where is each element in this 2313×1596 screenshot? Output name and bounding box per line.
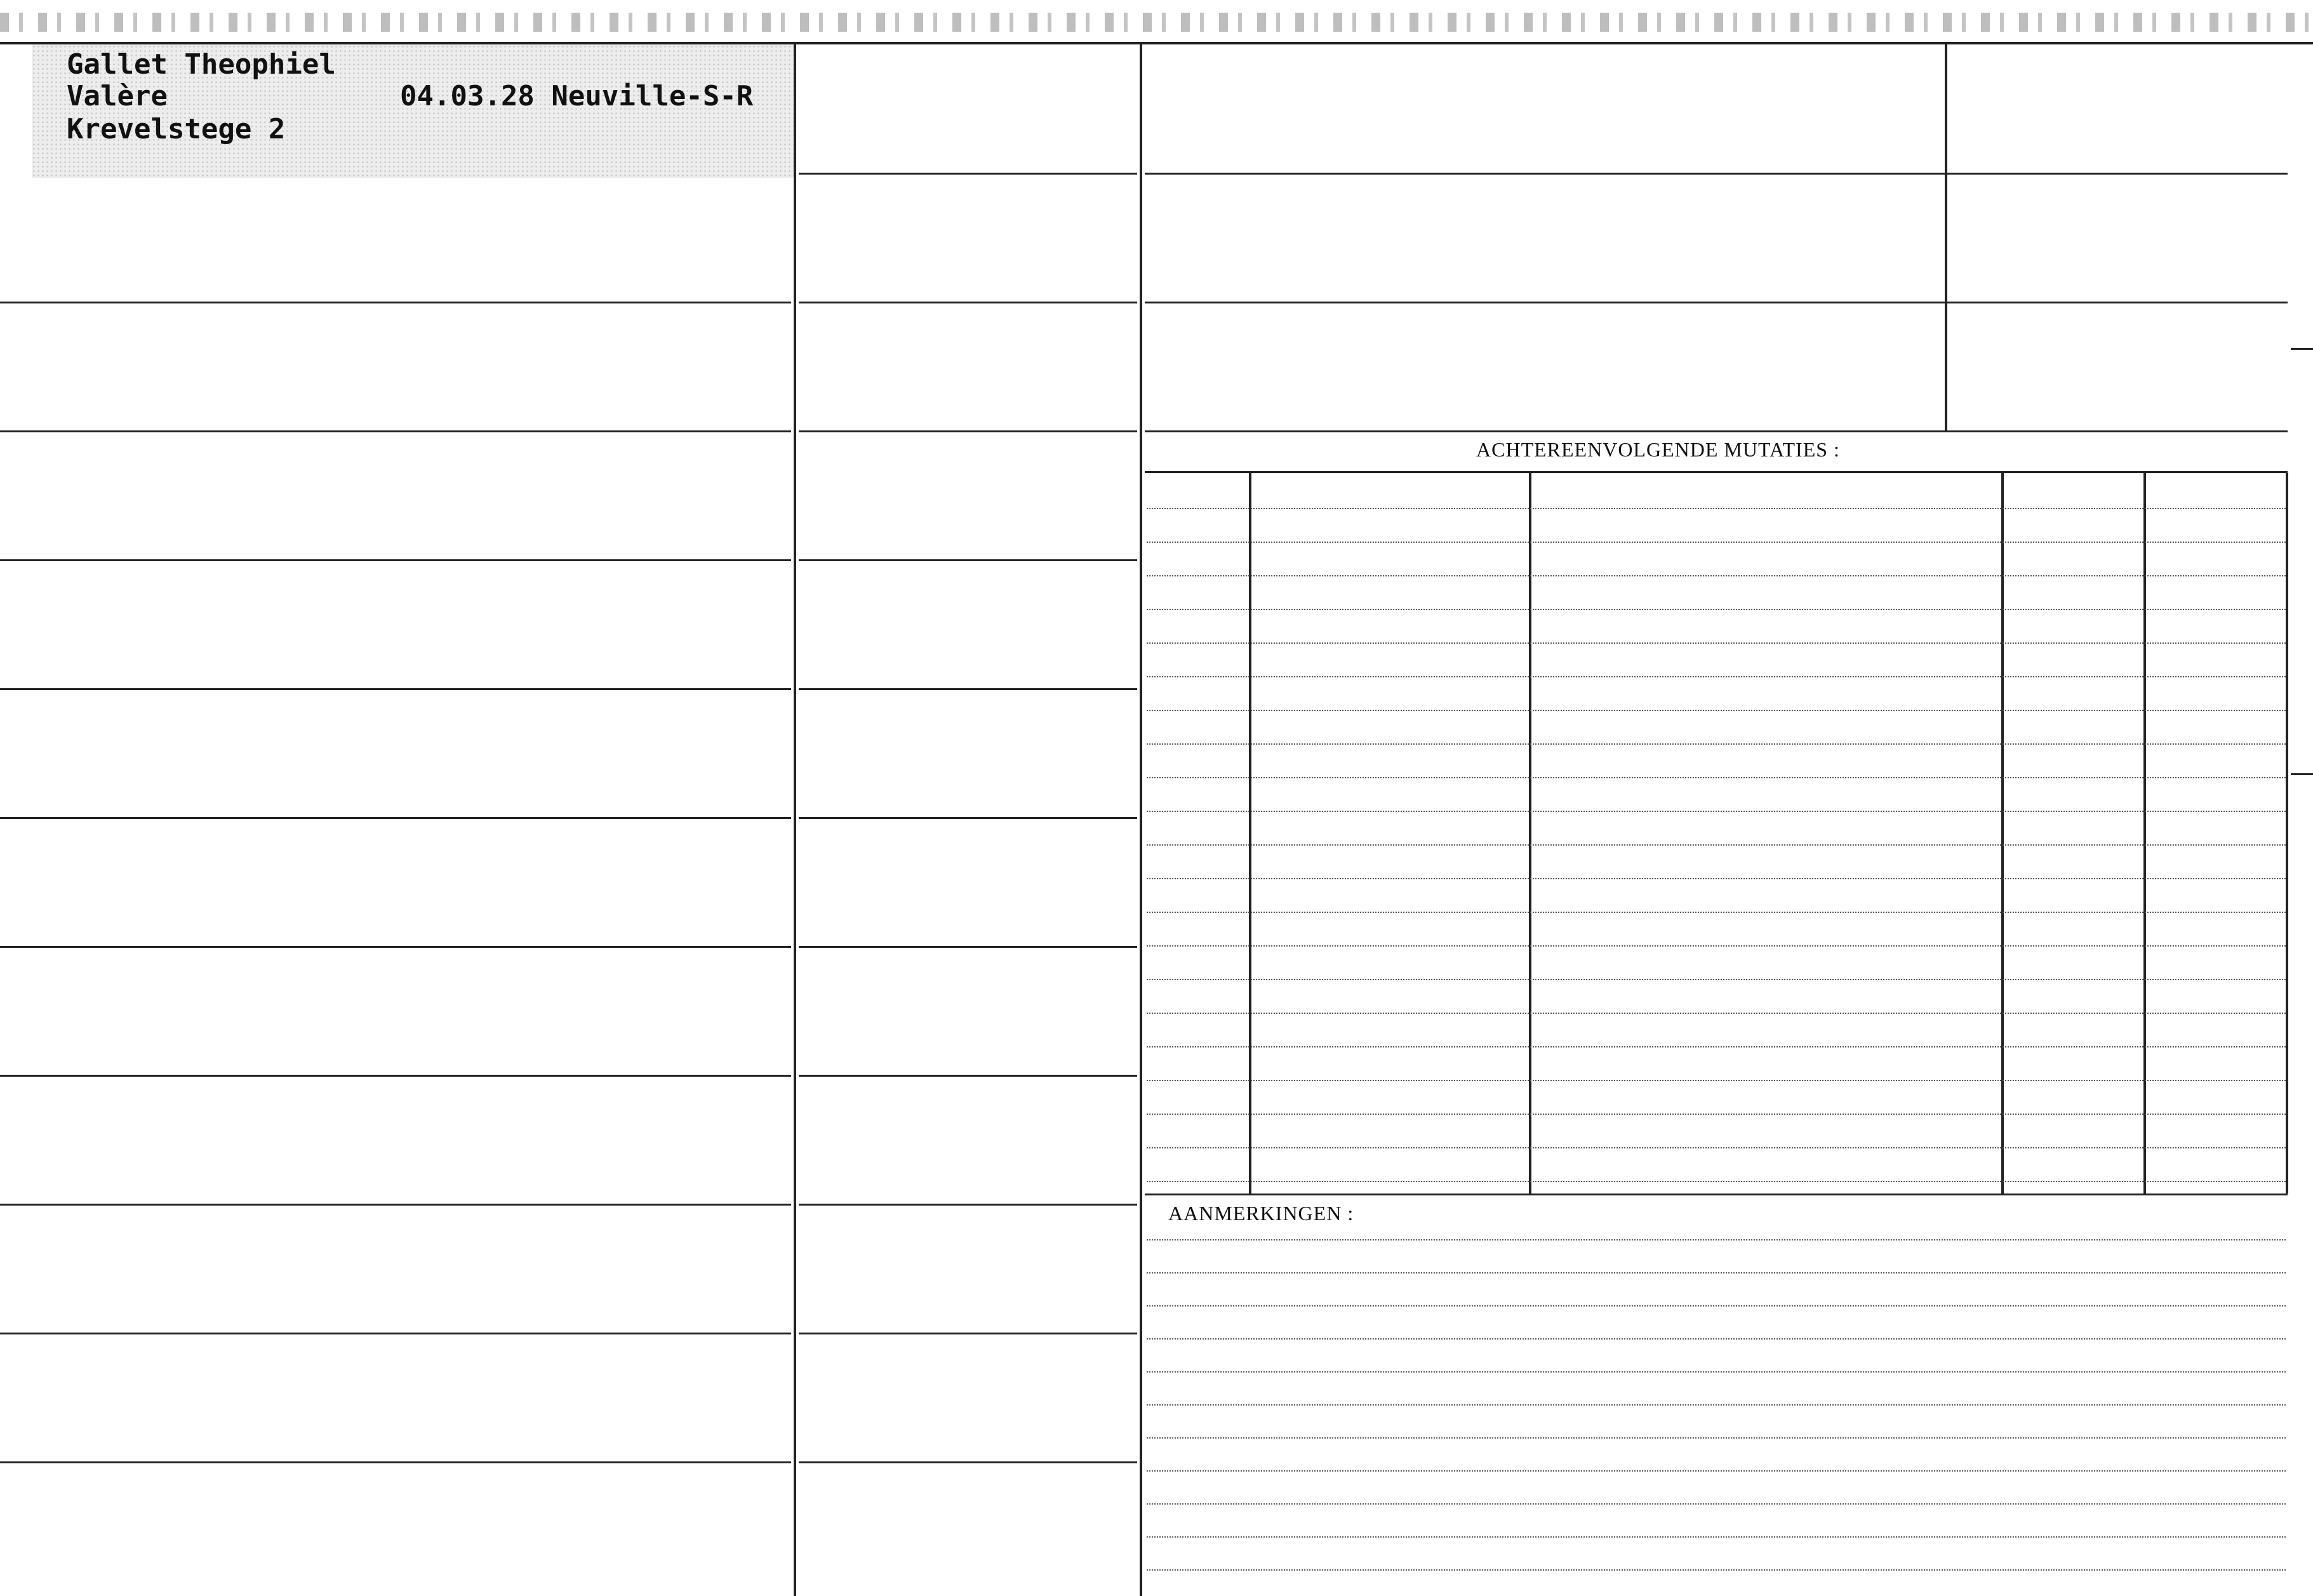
address-line: Krevelstege 2 [67, 113, 286, 145]
scan-edge-noise [0, 13, 2313, 32]
mutation-row [1147, 676, 2286, 677]
left-row-line [0, 559, 791, 561]
mutation-row [1147, 542, 2286, 543]
remarks-line [1147, 1371, 2286, 1373]
remarks-line [1147, 1338, 2286, 1340]
mutation-row [1147, 844, 2286, 846]
mutation-row [1147, 1046, 2286, 1047]
right-row-line [1145, 302, 2288, 303]
middle-row-line [799, 1333, 1137, 1334]
mutation-row [1147, 743, 2286, 745]
left-row-line [0, 1333, 791, 1334]
left-row-line [0, 1461, 791, 1463]
middle-row-line [799, 817, 1137, 819]
mutation-row [1147, 1080, 2286, 1081]
right-row-line [1145, 430, 2288, 432]
mutation-row [1147, 1147, 2286, 1148]
remarks-line [1147, 1569, 2286, 1571]
left-row-line [0, 430, 791, 432]
mutation-row [1147, 642, 2286, 644]
remarks-header: AANMERKINGEN : [1168, 1202, 1354, 1225]
remarks-line [1147, 1404, 2286, 1406]
mutations-col-divider [1249, 473, 1251, 1194]
edge-tick [2291, 773, 2313, 775]
remarks-line [1147, 1437, 2286, 1439]
mutations-table-top [1145, 471, 2288, 473]
mutation-row [1147, 710, 2286, 711]
remarks-line [1147, 1239, 2286, 1240]
mutation-row [1147, 811, 2286, 812]
middle-row-line [799, 302, 1137, 303]
remarks-line [1147, 1272, 2286, 1273]
remarks-line [1147, 1503, 2286, 1505]
mutations-col-divider [2286, 473, 2288, 1194]
mutations-col-divider [1529, 473, 1531, 1194]
remarks-line [1147, 1470, 2286, 1472]
birth-info: 04.03.28 Neuville-S-R [400, 80, 754, 112]
left-row-line [0, 1204, 791, 1206]
left-row-line [0, 302, 791, 303]
mutation-row [1147, 878, 2286, 879]
name-line-2: Valère [67, 80, 168, 112]
mutation-row [1147, 777, 2286, 778]
mutation-row [1147, 1114, 2286, 1115]
right-row-line [1145, 173, 2288, 175]
middle-row-line [799, 946, 1137, 948]
middle-row-line [799, 1075, 1137, 1077]
middle-column-divider [1140, 44, 1142, 1596]
left-row-line [0, 688, 791, 690]
middle-row-line [799, 1204, 1137, 1206]
mutation-row [1147, 979, 2286, 980]
left-row-line [0, 1075, 791, 1077]
mutation-row [1147, 945, 2286, 947]
remarks-line [1147, 1536, 2286, 1538]
mutation-row [1147, 1181, 2286, 1182]
middle-row-line [799, 688, 1137, 690]
mutation-row [1147, 1013, 2286, 1014]
middle-row-line [799, 1461, 1137, 1463]
left-row-line [0, 817, 791, 819]
mutations-table-bottom [1145, 1194, 2288, 1195]
right-top-divider [1945, 44, 1947, 432]
middle-row-line [799, 559, 1137, 561]
mutations-col-divider [2143, 473, 2146, 1194]
left-row-line [0, 946, 791, 948]
left-column-divider [794, 44, 796, 1596]
name-line-1: Gallet Theophiel [67, 48, 336, 81]
mutations-col-divider [2001, 473, 2004, 1194]
mutation-row [1147, 912, 2286, 913]
mutation-row [1147, 575, 2286, 576]
mutation-row [1147, 609, 2286, 610]
mutations-header: ACHTEREENVOLGENDE MUTATIES : [1476, 438, 1840, 461]
edge-tick [2291, 348, 2313, 350]
remarks-line [1147, 1305, 2286, 1307]
middle-row-line [799, 173, 1137, 175]
middle-row-line [799, 430, 1137, 432]
mutation-row [1147, 508, 2286, 509]
